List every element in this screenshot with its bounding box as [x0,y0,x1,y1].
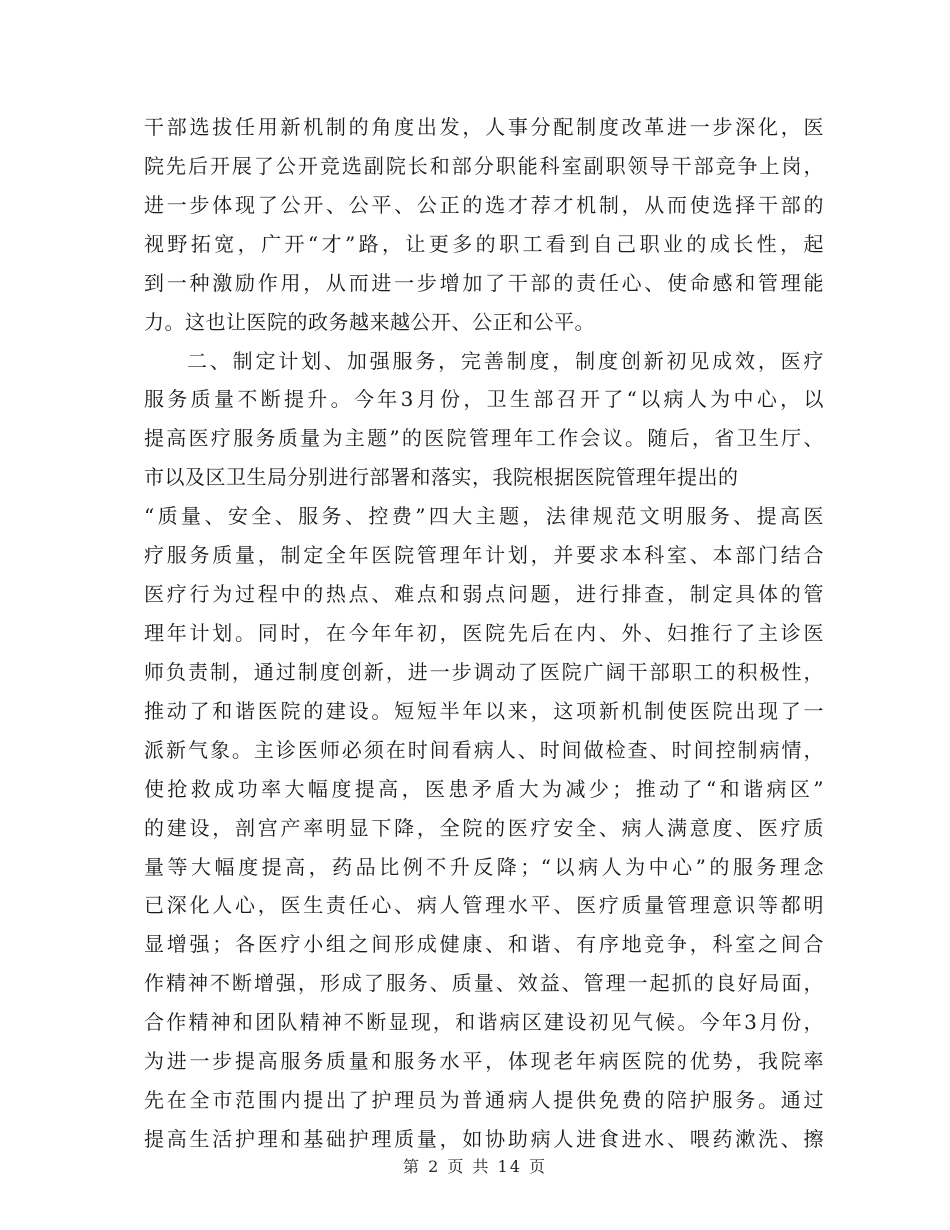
text-line: 视野拓宽，广开“才”路，让更多的职工看到自己职业的成长性，起 [144,231,824,256]
text-line: 师负责制，通过制度创新，进一步调动了医院广阔干部职工的积极性， [144,659,824,684]
paragraph-first-line: 二、制定计划、加强服务，完善制度，制度创新初见成效，医疗 [187,348,824,373]
text-line: 服务质量不断提升。今年3月份，卫生部召开了“以病人为中心，以 [144,387,824,412]
page-number-footer: 第 2 页 共 14 页 [403,1157,547,1176]
text-line: 到一种激励作用，从而进一步增加了干部的责任心、使命感和管理能 [144,270,824,295]
text-line: 提高生活护理和基础护理质量，如协助病人进食进水、喂药漱洗、擦 [144,1127,824,1151]
text-line: 医疗行为过程中的热点、难点和弱点问题，进行排查，制定具体的管 [144,582,824,607]
text-line: 市以及区卫生局分别进行部署和落实，我院根据医院管理年提出的 [144,465,739,490]
text-line: 使抢救成功率大幅度提高，医患矛盾大为减少；推动了“和谐病区” [144,776,824,801]
text-line: 为进一步提高服务质量和服务水平，体现老年病医院的优势，我院率 [144,1049,824,1074]
text-line: 力。这也让医院的政务越来越公开、公正和公平。 [144,309,595,334]
text-line: 显增强；各医疗小组之间形成健康、和谐、有序地竞争，科室之间合 [144,932,824,957]
text-line: 的建设，剖宫产率明显下降，全院的医疗安全、病人满意度、医疗质 [144,815,824,840]
text-line: 派新气象。主诊医师必须在时间看病人、时间做检查、时间控制病情， [144,737,824,762]
text-line: 作精神不断增强，形成了服务、质量、效益、管理一起抓的良好局面， [144,971,824,996]
text-line: 理年计划。同时，在今年年初，医院先后在内、外、妇推行了主诊医 [144,621,824,645]
text-line: 院先后开展了公开竞选副院长和部分职能科室副职领导干部竞争上岗， [144,153,824,178]
text-line: 干部选拔任用新机制的角度出发，人事分配制度改革进一步深化，医 [144,115,824,139]
text-line: 推动了和谐医院的建设。短短半年以来，这项新机制使医院出现了一 [144,698,824,723]
text-line: 量等大幅度提高，药品比例不升反降；“以病人为中心”的服务理念 [144,854,824,879]
text-line: 进一步体现了公开、公平、公正的选才荐才机制，从而使选择干部的 [144,192,824,217]
text-line: 已深化人心，医生责任心、病人管理水平、医疗质量管理意识等都明 [144,893,824,918]
text-line: 先在全市范围内提出了护理员为普通病人提供免费的陪护服务。通过 [144,1088,824,1113]
text-line: 疗服务质量，制定全年医院管理年计划，并要求本科室、本部门结合 [144,543,824,568]
text-line: “质量、安全、服务、控费”四大主题，法律规范文明服务、提高医 [144,504,824,529]
text-line: 提高医疗服务质量为主题”的医院管理年工作会议。随后，省卫生厅、 [144,426,824,451]
text-line: 合作精神和团队精神不断显现，和谐病区建设初见气候。今年3月份， [144,1010,824,1035]
